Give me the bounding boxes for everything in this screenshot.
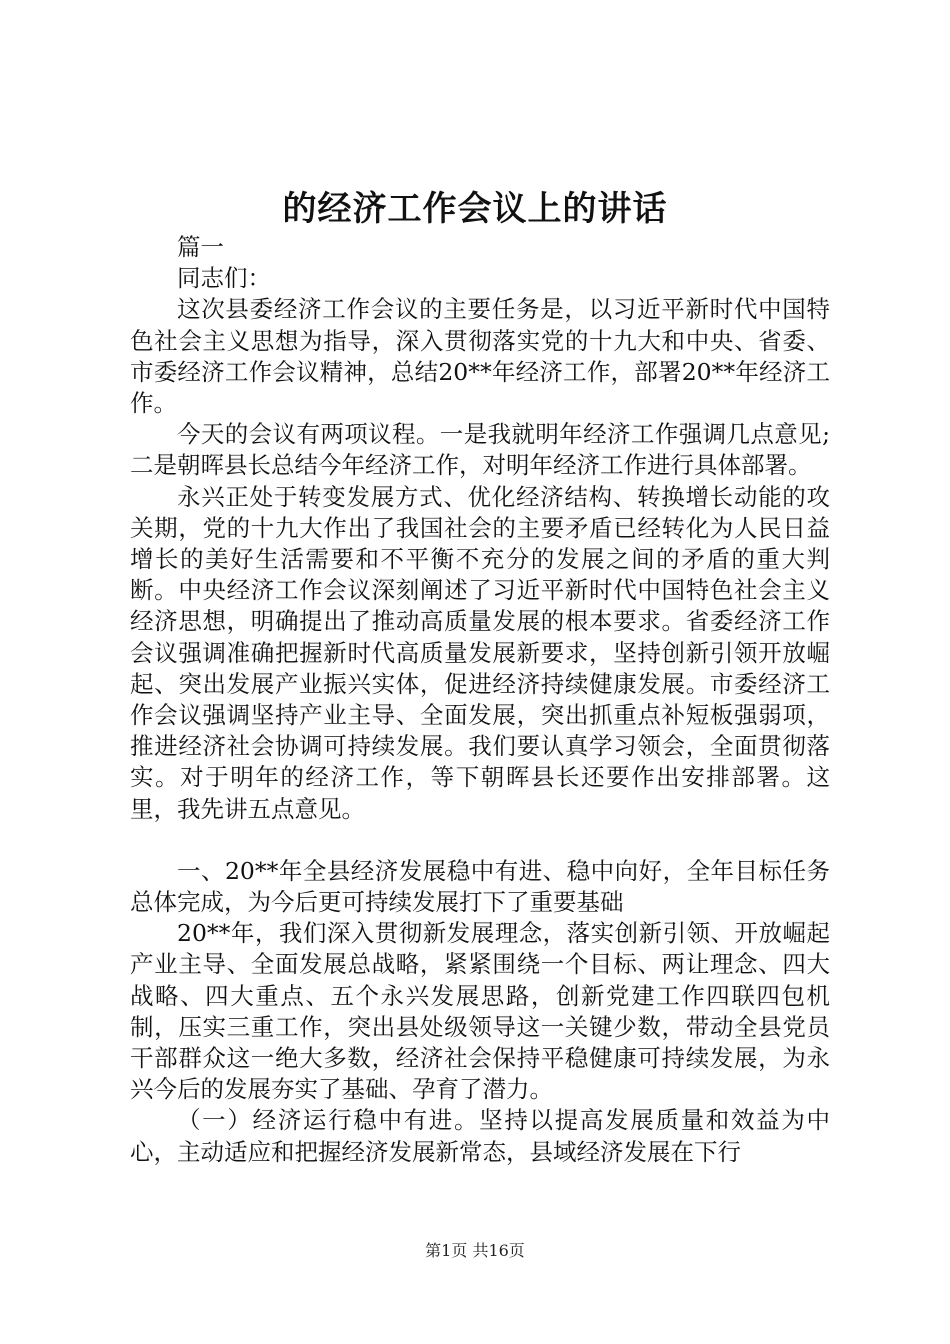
paragraph: 20**年，我们深入贯彻新发展理念，落实创新引领、开放崛起产业主导、全面发展总战略，紧紧围绕一个目标、两让理念、四大战略、四大重点、五个永兴发展思路，创新党建工作四联四包机制，压实三重工作，突出县处级领导这一关键少数，带动全县党员干部群众这一绝大多数，经济社会保持平稳健康可持续发展，为永兴今后的发展夯实了基础、孕育了潜力。 (130, 919, 830, 1104)
document-title: 的经济工作会议上的讲话 (282, 189, 668, 229)
document-body (130, 232, 830, 1168)
paragraph: 今天的会议有两项议程。一是我就明年经济工作强调几点意见;二是朝晖县长总结今年经济工作，对明年经济工作进行具体部署。 (130, 420, 830, 480)
paragraph: 永兴正处于转变发展方式、优化经济结构、转换增长动能的攻关期，党的十九大作出了我国社会的主要矛盾已经转化为人民日益增长的美好生活需要和不平衡不充分的发展之间的矛盾的重大判断。中央经济工作会议深刻阐述了习近平新时代中国特色社会主义经济思想，明确提出了推动高质量发展的根本要求。省委经济工作会议强调准确把握新时代高质量发展新要求，坚持创新引领开放崛起、突出发展产业振兴实体，促进经济持续健康发展。市委经济工作会议强调坚持产业主导、全面发展，突出抓重点补短板强弱项，推进经济社会协调可持续发展。我们要认真学习领会，全面贯彻落实。对于明年的经济工作，等下朝晖县长还要作出安排部署。这里，我先讲五点意见。 (130, 482, 830, 823)
section-label: 篇一 (177, 233, 224, 261)
paragraph: 这次县委经济工作会议的主要任务是，以习近平新时代中国特色社会主义思想为指导，深入贯彻落实党的十九大和中央、省委、市委经济工作会议精神，总结20**年经济工作，部署20**年经济工作。 (130, 295, 830, 418)
paragraph: （一）经济运行稳中有进。坚持以提高发展质量和效益为中心，主动适应和把握经济发展新常态，县域经济发展在下行 (130, 1106, 830, 1166)
salutation: 同志们： (177, 264, 271, 293)
page-number-footer: 第1页 共16页 (425, 1241, 525, 1260)
section-heading: 一、20**年全县经济发展稳中有进、稳中向好，全年目标任务总体完成，为今后更可持续发展打下了重要基础 (130, 856, 830, 917)
